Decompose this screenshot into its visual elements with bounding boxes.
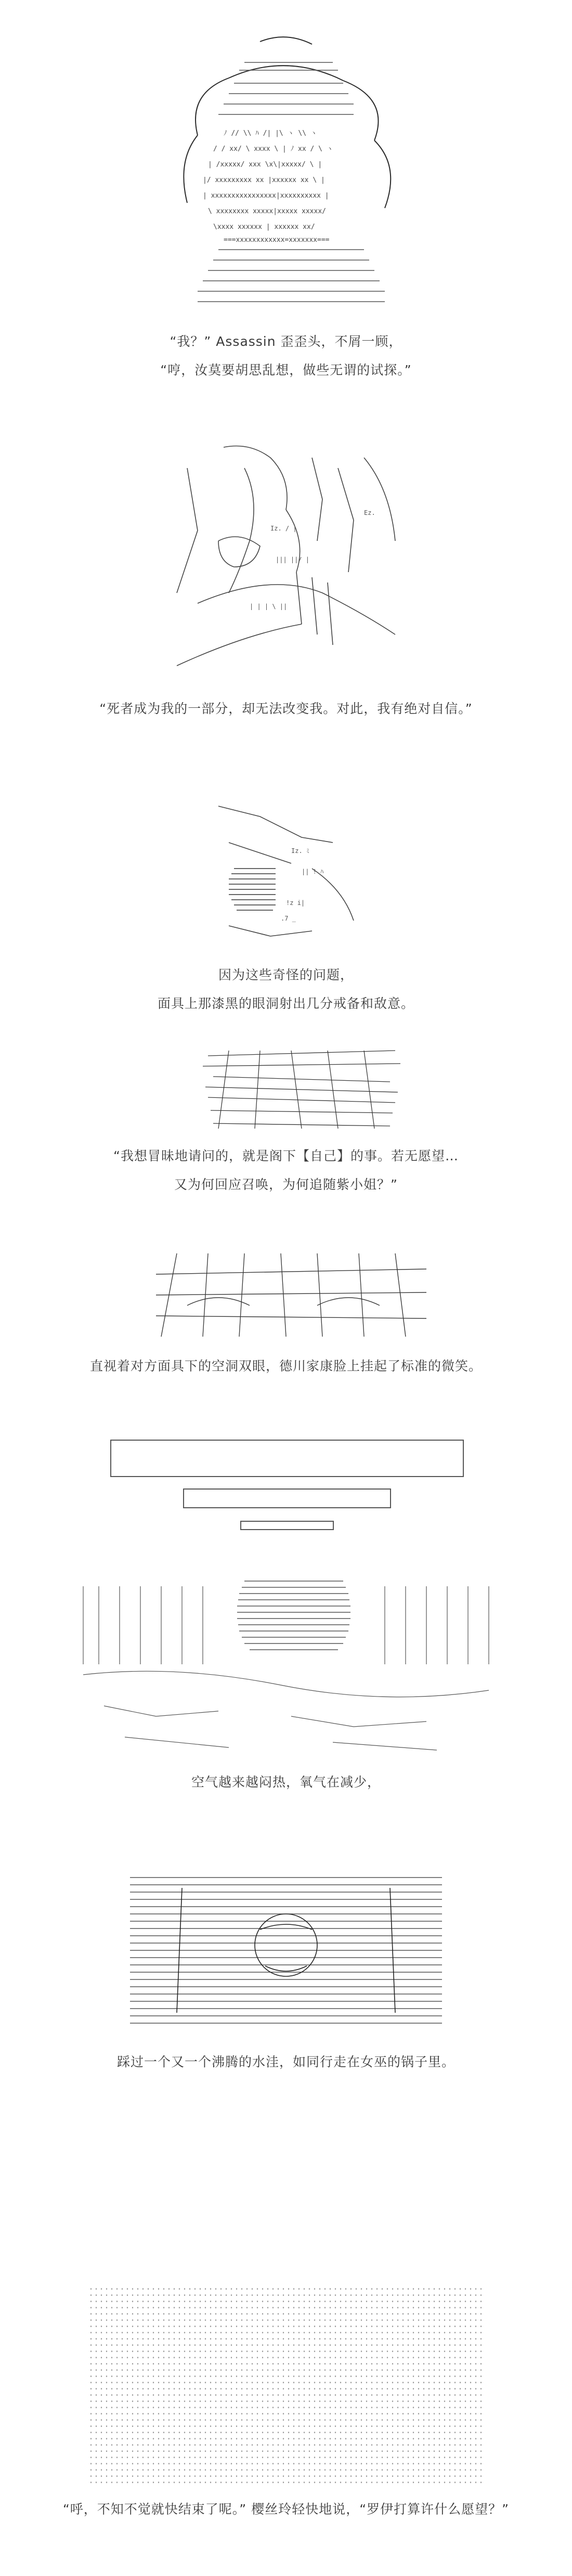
ascii-art-hatching-crowd	[198, 1045, 406, 1134]
ascii-art-mask-face	[198, 796, 395, 952]
dotted-field	[88, 2286, 484, 2483]
svg-text:| /xxxxx/ xxx \x\|xxxxx/ \ |: | /xxxxx/ xxx \x\|xxxxx/ \ |	[208, 161, 322, 169]
caption-7: 又为何回应召唤，为何追随紫小姐？”	[174, 1177, 398, 1192]
ascii-art-smiling-eyes	[146, 1243, 437, 1342]
svg-text:\xxxx xxxxxx | xxxxxx xx/: \xxxx xxxxxx | xxxxxx xx/	[213, 223, 315, 231]
caption-1: “我？” Assassin 歪歪头，不屑一顾，	[170, 334, 402, 349]
caption-4: 因为这些奇怪的问题，	[218, 967, 354, 982]
svg-text:Iz. ﾐ: Iz. ﾐ	[291, 847, 309, 855]
ascii-art-boiling-street	[120, 1867, 452, 2039]
svg-text:ﾉ // \\ ﾊ /| |\ ヽ \\ ヽ: ﾉ // \\ ﾊ /| |\ ヽ \\ ヽ	[224, 130, 317, 137]
svg-text:|/ xxxxxxxxx xx |xxxxxx xx \: |/ xxxxxxxxx xx |xxxxxx xx \ |	[203, 176, 325, 184]
svg-text:.7 _: .7 _	[281, 915, 296, 922]
svg-text:|| ! ﾊ: || ! ﾊ	[302, 868, 324, 875]
caption-6: “我想冒昧地请问的，就是阁下【自己】的事。若无愿望…	[113, 1148, 459, 1163]
caption-8: 直视着对方面具下的空洞双眼，德川家康脸上挂起了标准的微笑。	[89, 1358, 482, 1374]
caption-11: “呼，不知不觉就快结束了呢。” 樱丝玲轻快地说，“罗伊打算许什么愿望？”	[62, 2502, 510, 2517]
caption-5: 面具上那漆黑的眼洞射出几分戒备和敌意。	[157, 996, 414, 1011]
svg-text:Ez.: Ez.	[364, 509, 375, 516]
svg-text:!z i|: !z i|	[286, 899, 305, 907]
svg-text:| | | \ ||: | | | \ ||	[250, 603, 288, 610]
svg-text:\ xxxxxxxx xxxxx|xxxxx xxxxx/: \ xxxxxxxx xxxxx|xxxxx xxxxx/	[208, 208, 326, 215]
caption-9: 空气越来越闷热，氧气在减少，	[191, 1775, 381, 1790]
empty-frame-small	[240, 1521, 334, 1530]
caption-3: “死者成为我的一部分，却无法改变我。对此，我有绝对自信。”	[99, 701, 473, 716]
empty-frame-large	[110, 1440, 464, 1477]
ascii-art-figure-sketch	[166, 437, 426, 687]
svg-text:| xxxxxxxxxxxxxxxx|xxxxxxxxxx: | xxxxxxxxxxxxxxxx|xxxxxxxxxx |	[203, 192, 329, 200]
caption-2: “哼，汝莫要胡思乱想，做些无谓的试探。”	[160, 363, 412, 378]
caption-10: 踩过一个又一个沸腾的水洼，如同行走在女巫的锅子里。	[116, 2054, 455, 2069]
svg-text:/ / xx/ \ xxxx \ | ﾉ xx / \ ヽ: / / xx/ \ xxxx \ | ﾉ xx / \ ヽ	[213, 145, 333, 153]
ascii-art-city-heat	[73, 1571, 499, 1758]
ascii-art-assassin-hood	[166, 31, 406, 322]
svg-text:||| ||/ |: ||| ||/ |	[276, 556, 310, 563]
svg-text:===xxxxxxxxxxxx=xxxxxxx===: ===xxxxxxxxxxxx=xxxxxxx===	[224, 236, 330, 244]
empty-frame-medium	[183, 1488, 391, 1508]
svg-text:Iz. / |: Iz. / |	[270, 525, 297, 532]
